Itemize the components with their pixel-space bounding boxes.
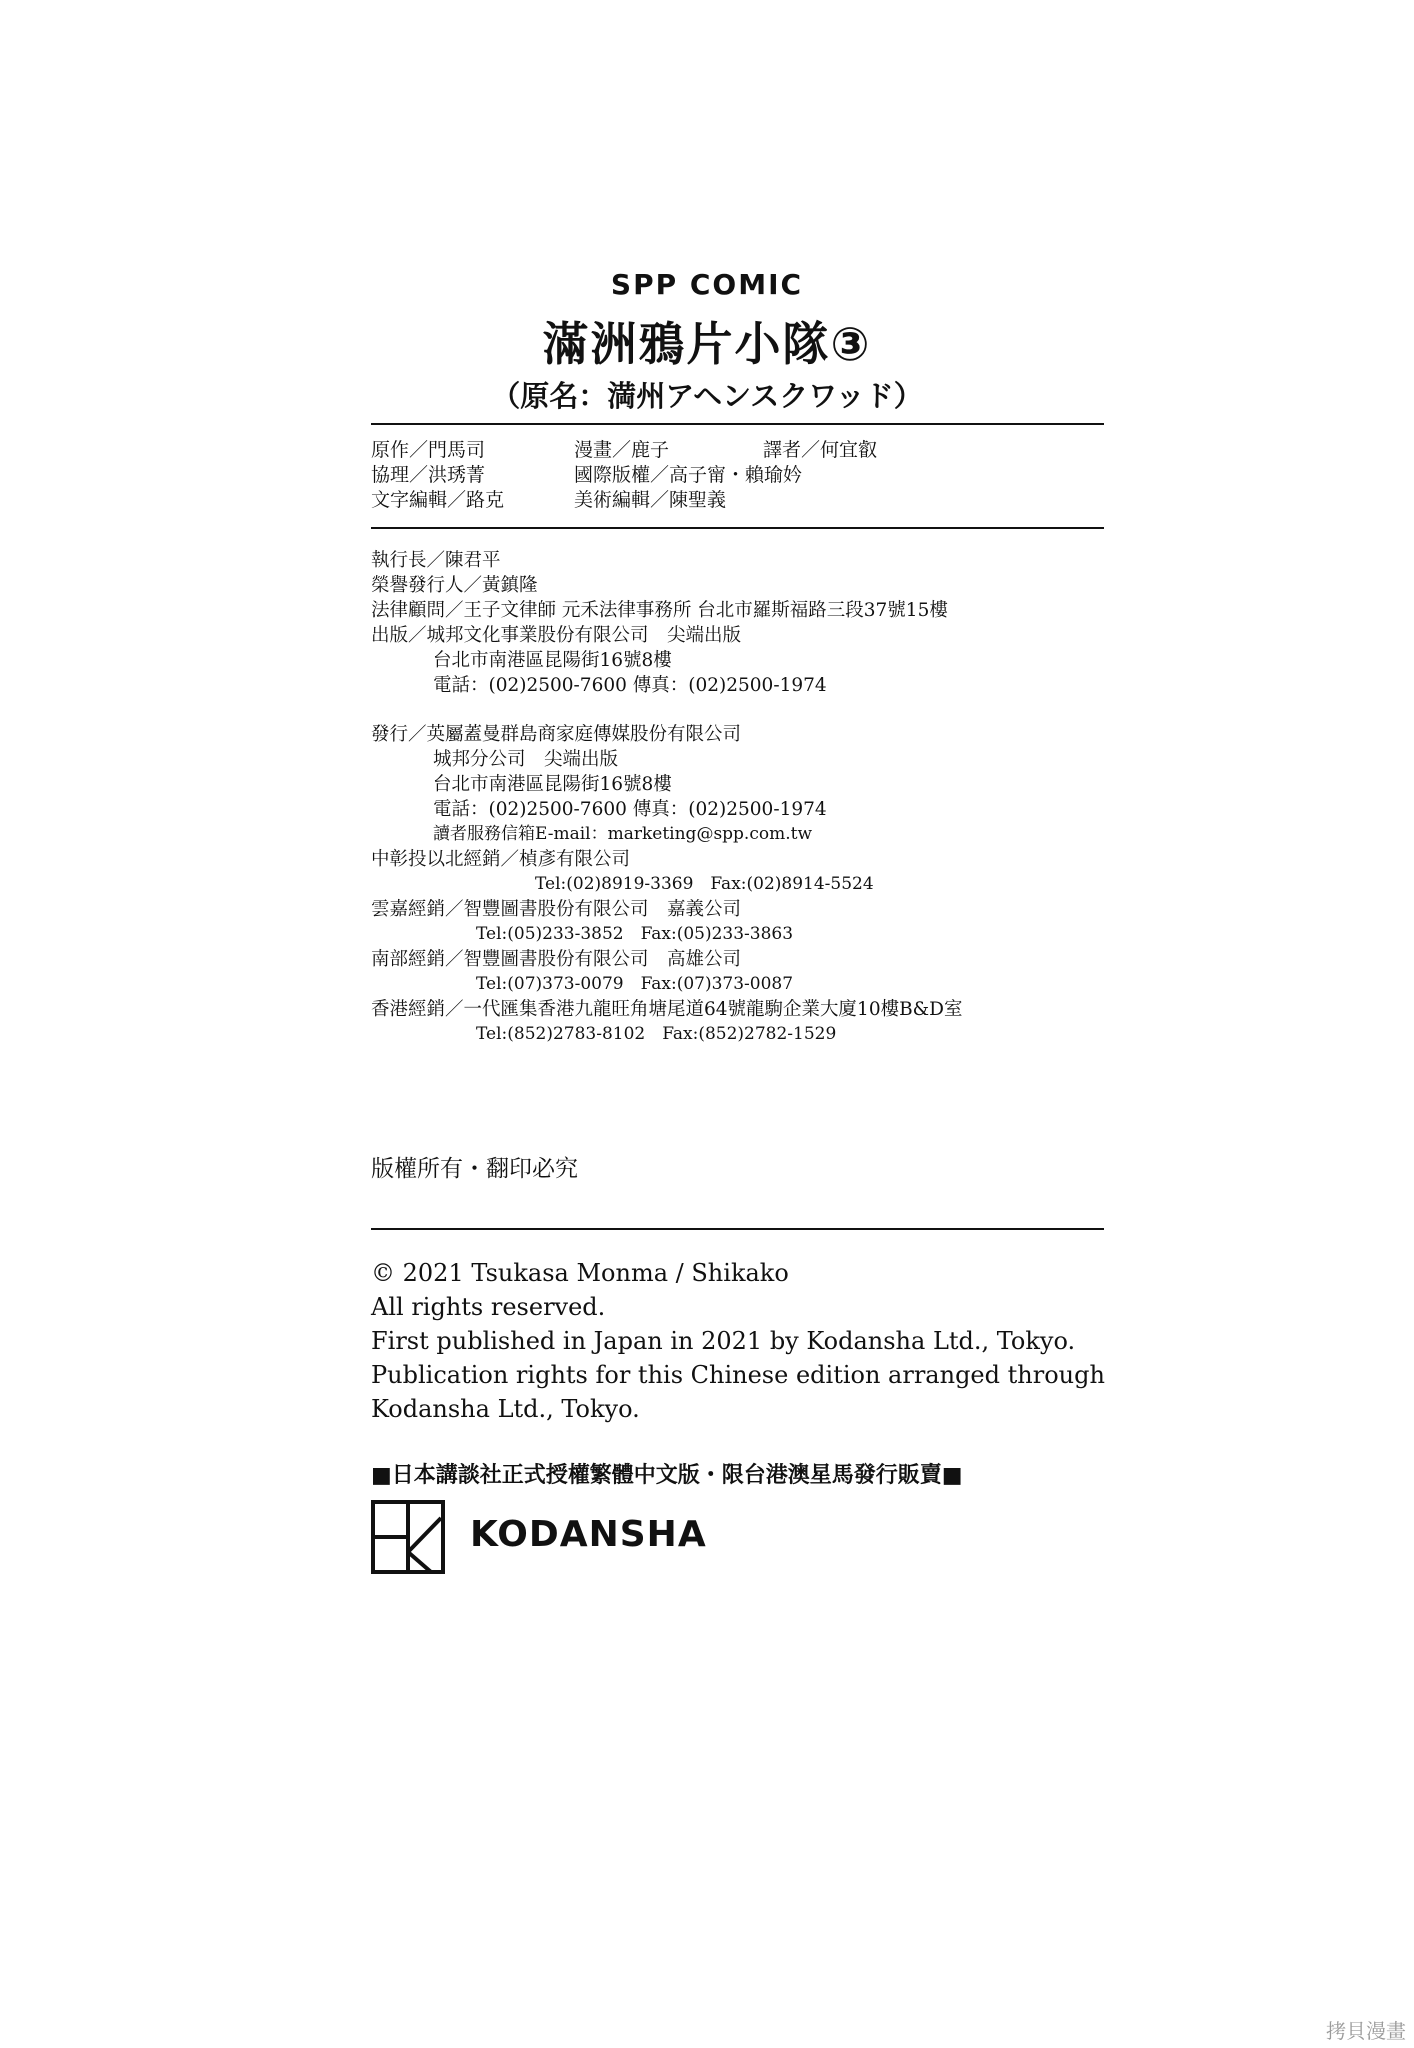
credit-translator: 譯者／何宜叡 xyxy=(763,439,878,461)
book-title: 滿洲鴉片小隊③ xyxy=(542,317,872,371)
legal-line: 法律顧問／王子文律師 元禾法律事務所 台北市羅斯福路三段37號15樓 xyxy=(371,600,948,621)
south-distributor: 南部經銷／智豐圖書股份有限公司 高雄公司 xyxy=(371,949,742,970)
hongkong-distributor: 香港經銷／一代匯集香港九龍旺角塘尾道64號龍駒企業大廈10樓B&D室 xyxy=(371,999,963,1020)
watermark: 拷貝漫畫 xyxy=(1326,2019,1406,2043)
distribution-block xyxy=(371,722,962,1047)
credit-art-editor: 美術編輯／陳聖義 xyxy=(574,489,727,511)
credit-artist: 漫畫／鹿子 xyxy=(574,439,670,461)
copyright-line: Publication rights for this Chinese edition arranged through xyxy=(371,1361,1105,1389)
english-copyright-block xyxy=(371,1256,1105,1426)
central-distributor: 中彰投以北經銷／楨彥有限公司 xyxy=(371,849,631,870)
copyright-line: Kodansha Ltd., Tokyo. xyxy=(371,1395,640,1423)
copyright-line: © 2021 Tsukasa Monma / Shikako xyxy=(371,1259,789,1287)
issuer-address: 台北市南港區昆陽街16號8樓 xyxy=(433,774,672,795)
copyright-line: All rights reserved. xyxy=(371,1293,606,1321)
rights-notice: 版權所有・翻印必究 xyxy=(371,1156,578,1182)
publisher-block xyxy=(371,548,948,698)
issuer-phone: 電話：(02)2500-7600 傳真：(02)2500-1974 xyxy=(433,799,827,820)
original-title: （原名：満州アヘンスクワッド） xyxy=(491,379,923,413)
credit-rights: 國際版權／高子甯・賴瑜妗 xyxy=(574,464,803,486)
reader-service-email: 讀者服務信箱E-mail：marketing@spp.com.tw xyxy=(433,824,812,844)
publisher-address: 台北市南港區昆陽街16號8樓 xyxy=(433,650,672,671)
publisher-line: 出版／城邦文化事業股份有限公司 尖端出版 xyxy=(371,625,742,646)
branch-line: 城邦分公司 尖端出版 xyxy=(433,749,619,770)
credit-author: 原作／門馬司 xyxy=(371,439,486,461)
chiayi-distributor-tel: Tel:(05)233-3852 Fax:(05)233-3863 xyxy=(476,924,794,944)
publisher-phone: 電話：(02)2500-7600 傳真：(02)2500-1974 xyxy=(433,675,827,696)
divider-top xyxy=(371,423,1104,425)
south-distributor-tel: Tel:(07)373-0079 Fax:(07)373-0087 xyxy=(476,974,794,994)
license-notice: ■日本講談社正式授權繁體中文版・限台港澳星馬發行販賣■ xyxy=(371,1462,963,1488)
honorary-publisher-line: 榮譽發行人／黃鎮隆 xyxy=(371,575,538,596)
chiayi-distributor: 雲嘉經銷／智豐圖書股份有限公司 嘉義公司 xyxy=(371,899,742,920)
credit-text-editor: 文字編輯／路克 xyxy=(371,489,505,511)
kodansha-logo-icon xyxy=(371,1500,445,1574)
ceo-line: 執行長／陳君平 xyxy=(371,550,501,571)
divider-rights xyxy=(371,1228,1104,1230)
series-label: SPP COMIC xyxy=(610,268,804,301)
kodansha-wordmark: KODANSHA xyxy=(470,1514,707,1555)
central-distributor-tel: Tel:(02)8919-3369 Fax:(02)8914-5524 xyxy=(535,874,874,894)
divider-credits xyxy=(371,527,1104,529)
issuer-line: 發行／英屬蓋曼群島商家庭傳媒股份有限公司 xyxy=(371,724,742,745)
credit-manager: 協理／洪琇菁 xyxy=(371,464,486,486)
hongkong-distributor-tel: Tel:(852)2783-8102 Fax:(852)2782-1529 xyxy=(476,1024,837,1044)
copyright-line: First published in Japan in 2021 by Kodansha Ltd., Tokyo. xyxy=(371,1327,1076,1355)
